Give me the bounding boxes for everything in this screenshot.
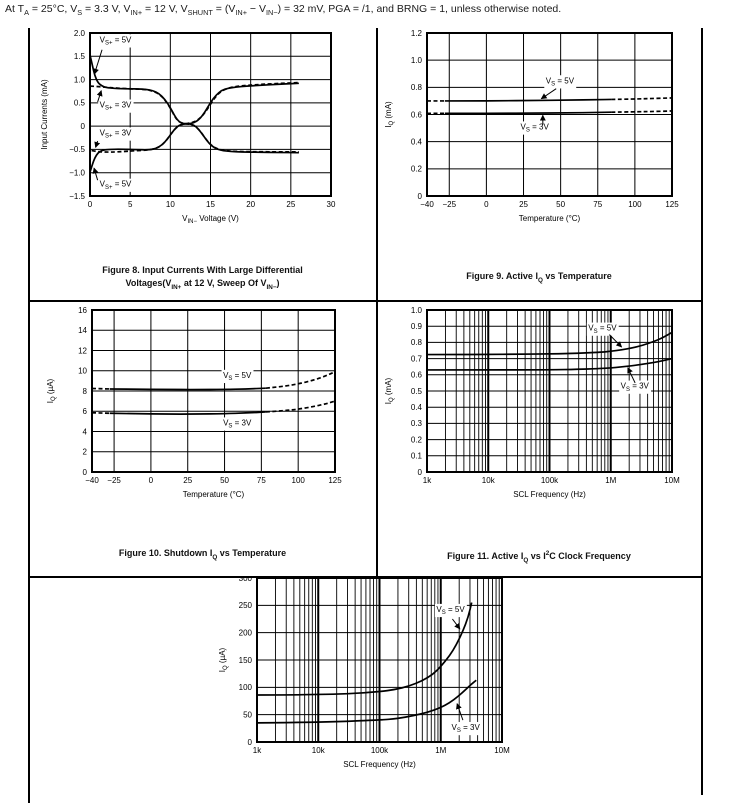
annotation-arrow [94, 168, 98, 180]
figure-11-caption: Figure 11. Active $I_Q$ vs $I^2C$ Clock Frequency [447, 550, 631, 564]
annotation-arrow [452, 619, 459, 629]
y-tick-label: 250 [238, 601, 252, 611]
x-tick-label: 100k [540, 476, 559, 485]
y-tick-label: 10 [78, 366, 87, 376]
figure-12-chart [29, 576, 702, 798]
figure-9-caption: Figure 9. Active $I_Q$ vs Temperature [466, 271, 612, 284]
curve-annotation [94, 168, 134, 192]
figure-9-chart [377, 28, 701, 240]
x-tick-label: 1k [422, 476, 432, 485]
y-axis-label: $I_Q$ (µA) [46, 378, 58, 404]
y-tick-label: −1.5 [69, 191, 85, 201]
x-tick-label: 25 [183, 476, 193, 485]
annotation-label: $V_S = 3V$ [620, 381, 649, 393]
x-axis-label: SCL Frequency (Hz) [343, 760, 416, 769]
curve-annotation [619, 368, 651, 394]
series-curve [257, 680, 476, 723]
y-axis-label: $I_Q$ (mA) [384, 101, 396, 128]
annotation-label: $V_{S+} = 5V$ [99, 179, 132, 191]
y-tick-label: −0.5 [69, 145, 85, 155]
series-curve [92, 388, 110, 389]
y-tick-label: 1.0 [73, 75, 85, 85]
grid [92, 310, 335, 472]
annotation-arrow [94, 50, 102, 74]
x-tick-label: 0 [148, 476, 154, 485]
x-tick-label: 100 [291, 476, 305, 485]
x-tick-label: 125 [665, 200, 679, 209]
y-tick-label: 14 [78, 326, 87, 336]
grid [427, 33, 672, 196]
x-tick-label: −40 [420, 200, 434, 209]
y-tick-label: 0.3 [410, 419, 422, 429]
y-tick-label: 0.4 [410, 137, 422, 147]
x-tick-label: 25 [286, 200, 296, 209]
y-tick-label: 0.6 [410, 110, 422, 120]
x-tick-label: 125 [328, 476, 342, 485]
y-tick-label: 0.2 [410, 164, 422, 174]
y-tick-label: 0.6 [410, 370, 422, 380]
curve-annotation [435, 604, 467, 629]
x-tick-label: 1M [435, 746, 447, 755]
x-tick-label: 30 [326, 200, 336, 209]
figure-8-chart [29, 28, 376, 240]
annotation-label: $V_{S+} = 5V$ [99, 35, 132, 47]
annotation-label: $V_S = 3V$ [223, 418, 252, 430]
y-tick-label: 0.7 [410, 354, 422, 364]
y-tick-label: 200 [238, 628, 252, 638]
x-tick-label: 10 [165, 200, 175, 209]
x-axis-label: Temperature (°C) [182, 490, 245, 499]
y-tick-label: 16 [78, 305, 87, 315]
y-tick-label: 6 [82, 407, 87, 417]
x-tick-label: 1M [605, 476, 617, 485]
curve-annotation [222, 417, 254, 430]
x-tick-label: 75 [593, 200, 603, 209]
x-tick-label: 10k [311, 746, 325, 755]
y-axis-label: $I_Q$ (mA) [384, 377, 396, 405]
figure-10-chart [29, 301, 376, 513]
y-tick-label: 0.5 [73, 98, 85, 108]
series-curve [266, 401, 335, 412]
y-tick-label: 0.4 [410, 403, 422, 412]
x-tick-label: 10M [664, 476, 680, 485]
series-curve [611, 111, 672, 112]
annotation-label: $V_{S+} = 3V$ [99, 100, 132, 112]
annotation-label: $V_S = 3V$ [520, 122, 549, 134]
y-tick-label: 0 [82, 467, 87, 477]
series-curve [445, 112, 611, 113]
series-curve [266, 372, 335, 388]
x-axis-label: Temperature (°C) [518, 214, 581, 223]
y-tick-label: 0 [417, 467, 422, 477]
test-conditions-text: At $T_A = 25^\circ C$, $V_S = 3.3$ V, $V_{IN+} = 12$ V, $V_{SHUNT} = (V_{IN+} - V_{IN-}) = 32$ mV, PGA = /1, and BRNG = 1, unless otherwise noted. [5, 3, 562, 18]
annotation-label: $V_S = 5V$ [436, 604, 465, 617]
series-curve [445, 99, 611, 101]
annotation-arrow [541, 89, 556, 99]
y-tick-label: 0.1 [410, 451, 422, 461]
y-tick-label: 0.9 [410, 322, 422, 331]
tick-labels [411, 29, 679, 209]
figure-10-caption: Figure 10. Shutdown $I_Q$ vs Temperature [118, 548, 287, 561]
x-axis-label: SCL Frequency (Hz) [513, 490, 586, 499]
x-tick-label: 5 [127, 200, 133, 209]
y-tick-label: 1.2 [410, 28, 422, 38]
y-axis-label: $I_Q$ (µA) [218, 647, 230, 673]
annotation-label: $V_{S+} = 3V$ [99, 128, 132, 140]
curve-annotation [98, 91, 134, 113]
x-tick-label: 25 [519, 200, 528, 209]
x-tick-label: 75 [256, 476, 266, 485]
y-tick-label: 0.2 [410, 435, 422, 445]
x-tick-label: 100k [370, 746, 389, 755]
x-tick-label: 1k [252, 746, 262, 755]
x-tick-label: 50 [556, 200, 566, 209]
x-axis-label: $V_{IN-}$ Voltage (V) [182, 214, 239, 226]
y-tick-label: 0.8 [410, 338, 422, 348]
curve-annotation [222, 370, 254, 383]
y-tick-label: 0 [247, 737, 252, 747]
grid [257, 578, 502, 742]
series-curve [92, 83, 299, 152]
annotation-arrow [457, 704, 463, 720]
annotation-label: $V_S = 5V$ [545, 76, 575, 88]
y-tick-label: 150 [238, 655, 252, 665]
y-tick-label: 0 [80, 121, 85, 131]
series [90, 55, 299, 172]
figure-8-caption-line-2: $Voltages(V_{IN+}$ at 12 V, Sweep Of $V_{IN-}$) [125, 278, 280, 291]
annotation-label: $V_S = 3V$ [451, 722, 480, 735]
x-tick-label: 10k [481, 476, 495, 485]
x-tick-label: 10M [494, 746, 510, 755]
series-curve [90, 86, 299, 152]
x-tick-label: 100 [628, 200, 642, 209]
figure-11-chart [377, 301, 701, 513]
x-tick-label: 20 [246, 200, 256, 209]
annotation-label: $V_S = 5V$ [223, 370, 252, 383]
y-tick-label: 1.0 [410, 305, 422, 315]
x-tick-label: −25 [442, 200, 457, 209]
tick-labels [78, 306, 342, 485]
series-curve [92, 413, 110, 414]
y-tick-label: 300 [238, 576, 252, 583]
y-tick-label: 12 [78, 346, 87, 356]
y-tick-label: 0.5 [410, 386, 422, 396]
curve-annotation [96, 127, 134, 147]
x-tick-label: 50 [220, 476, 230, 485]
y-tick-label: −1.0 [69, 168, 85, 178]
series [257, 603, 476, 723]
y-tick-label: 8 [82, 386, 87, 396]
series-curve [611, 98, 672, 99]
grid [90, 33, 331, 196]
y-tick-label: 0.8 [410, 83, 422, 93]
x-tick-label: 0 [87, 200, 93, 209]
curve-annotation [94, 34, 133, 74]
y-tick-label: 1.5 [73, 52, 85, 62]
x-tick-label: 15 [206, 200, 215, 209]
y-axis-label: Input Currents (mA) [40, 79, 49, 150]
x-tick-label: 0 [484, 200, 489, 209]
x-tick-label: −40 [85, 476, 99, 485]
y-tick-label: 1.0 [410, 55, 422, 65]
y-tick-label: 50 [243, 710, 252, 720]
x-tick-label: −25 [107, 476, 121, 485]
y-tick-label: 100 [238, 683, 252, 693]
y-tick-label: 2 [82, 447, 87, 457]
annotation-label: $V_S = 5V$ [588, 323, 617, 335]
y-tick-label: 4 [82, 427, 87, 437]
annotation-arrow [96, 141, 98, 147]
figure-8-caption-line-1: Figure 8. Input Currents With Large Differential [102, 265, 303, 275]
curve-annotation [541, 75, 576, 98]
y-tick-label: 0 [417, 191, 422, 201]
y-tick-label: 2.0 [73, 28, 85, 38]
